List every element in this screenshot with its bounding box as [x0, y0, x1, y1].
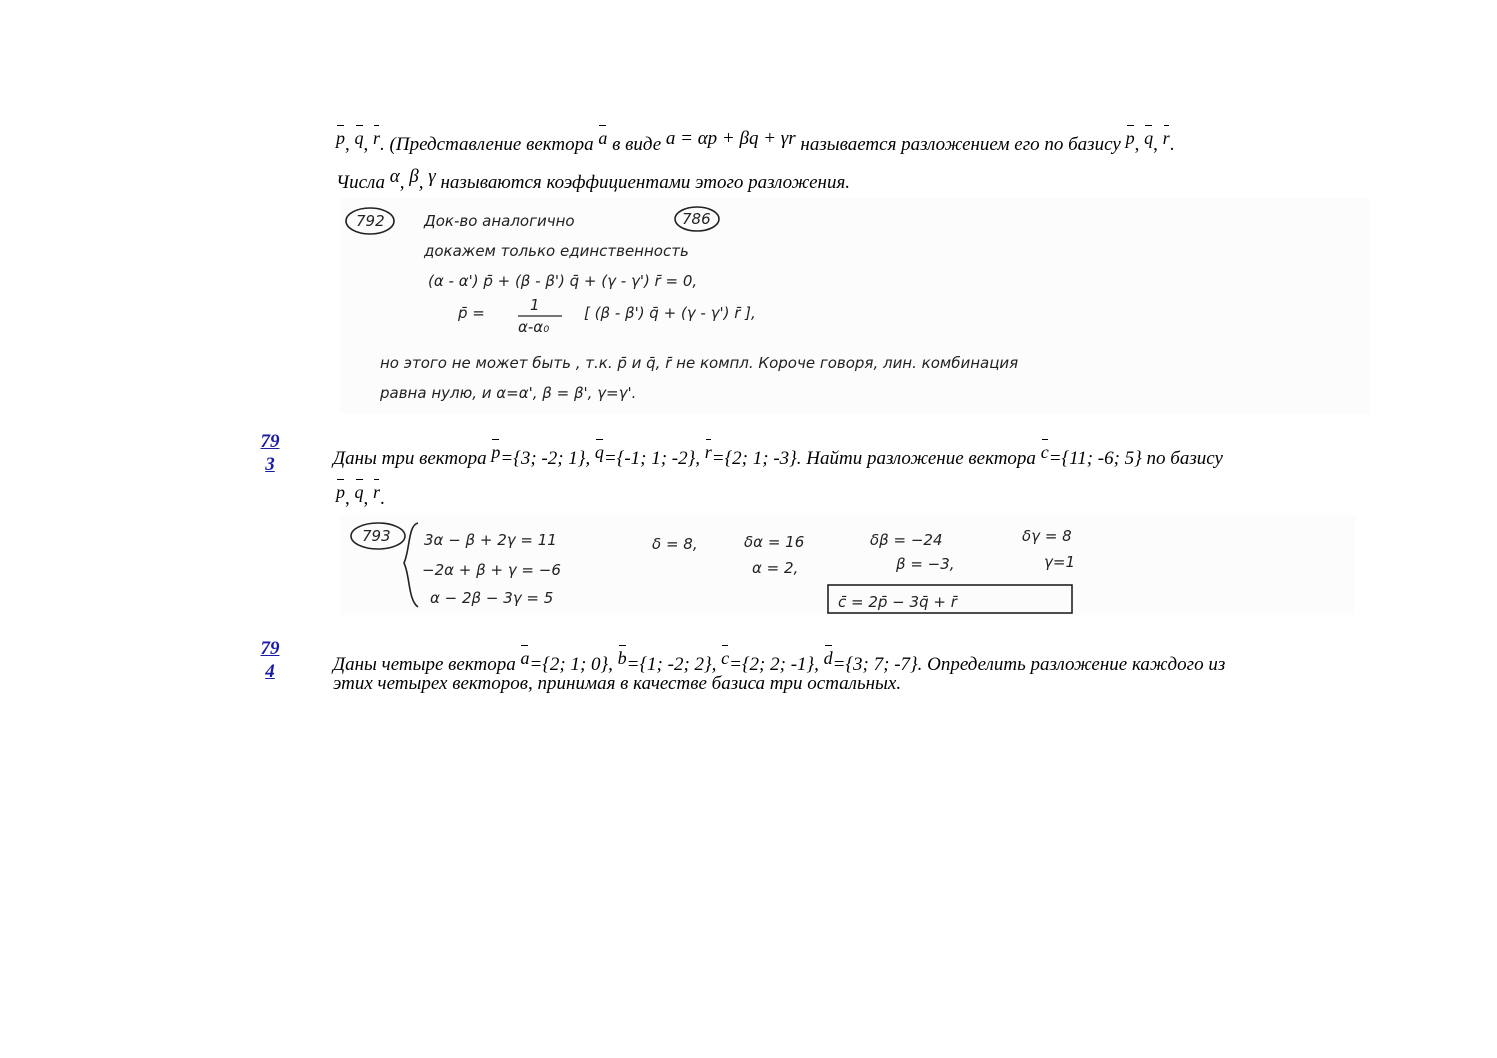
problem-794-line-2: этих четырех векторов, принимая в качестве базиса три остальных. [333, 673, 902, 694]
intro-numbers: Числа [336, 172, 386, 193]
hw-line-3: (α - α') p̄ + (β - β') q̄ + (γ - γ') r̄ = 0, [428, 272, 698, 290]
hw-eq-3: α − 2β − 3γ = 5 [430, 589, 554, 607]
problem-794-number-bottom: 4 [265, 661, 275, 682]
intro-called: называется разложением его по базису [800, 134, 1121, 155]
expansion-formula: a = αp + βq + γr [665, 128, 796, 149]
problem-793-line-2: p, q, r. [336, 482, 385, 509]
intro-in-form: в виде [612, 134, 662, 155]
intro-text: . (Представление вектора [380, 134, 594, 155]
intro-line-1: p, q, r. (Представление вектора a в виде a = αp + βq + γr называется разложением его по базису p, q, r. [336, 128, 1175, 155]
vector-q: q [594, 442, 604, 462]
vector-c: c [1040, 442, 1049, 462]
hw-s1: δ = 8, [652, 535, 698, 553]
vector-d: d [823, 648, 833, 668]
label-793: 793 [362, 527, 391, 545]
vector-b: b [617, 648, 627, 668]
problem-794-line-1: Даны четыре вектора a={2; 1; 0}, b={1; -2; 2}, c={2; 2; -1}, d={3; 7; -7}. Определить разложение каждого из [333, 648, 1226, 675]
beta-symbol: β [409, 166, 419, 187]
hw-frac-den: α-α₀ [518, 318, 550, 336]
vector-c: c [721, 648, 730, 668]
vector-r: r [373, 128, 381, 148]
vector-p: p [491, 442, 501, 462]
hw-frac-num: 1 [530, 296, 540, 314]
vector-q-basis: q [1144, 128, 1154, 148]
hw-line-4b: [ (β - β') q̄ + (γ - γ') r̄ ], [584, 304, 756, 322]
problem-793-line-1: Даны три вектора p={3; -2; 1}, q={-1; 1; -2}, r={2; 1; -3}. Найти разложение вектора c={11; -6; 5} по базису [333, 442, 1223, 469]
gamma-symbol: γ [428, 166, 436, 187]
vector-q: q [354, 128, 364, 148]
label-792: 792 [356, 212, 385, 230]
hw-s3: α = 2, [752, 559, 799, 577]
problem-793-number-bottom: 3 [265, 454, 275, 475]
vector-r: r [704, 442, 712, 462]
hw-s4: δβ = −24 [870, 531, 943, 549]
hw-result: c̄ = 2p̄ − 3q̄ + r̄ [838, 593, 957, 611]
hw-line-2: докажем только единственность [424, 242, 689, 260]
intro-coefficients: называются коэффициентами этого разложения. [440, 172, 851, 193]
problem-794-link[interactable] [253, 637, 287, 683]
hw-s7: γ=1 [1044, 553, 1075, 571]
vector-a: a [598, 128, 608, 148]
problem-793-link[interactable] [253, 430, 287, 476]
vector-p: p [336, 482, 345, 502]
hw-line-6: равна нулю, и α=α', β = β', γ=γ'. [380, 384, 637, 402]
problem-794-number-top: 79 [260, 638, 280, 659]
hw-s5: β = −3, [896, 555, 955, 573]
vector-p-basis: p [1125, 128, 1135, 148]
vector-r: r [373, 482, 381, 502]
hw-s6: δγ = 8 [1022, 527, 1072, 545]
hw-line-4a: p̄ = [458, 304, 485, 322]
vector-q: q [354, 482, 364, 502]
hw-eq-1: 3α − β + 2γ = 11 [424, 531, 557, 549]
ref-786: 786 [682, 210, 711, 228]
vector-a: a [520, 648, 530, 668]
hw-line-1: Док-во аналогично [424, 212, 575, 230]
intro-line-2: Числа α, β, γ называются коэффициентами этого разложения. [336, 166, 851, 193]
handwritten-solution-792 [340, 198, 1370, 414]
alpha-symbol: α [389, 166, 400, 187]
vector-r-basis: r [1162, 128, 1170, 148]
hw-line-5: но этого не может быть , т.к. p̄ и q̄, r̄ не компл. Короче говоря, лин. комбинация [380, 354, 1019, 372]
vector-p: p [336, 128, 345, 148]
hw-eq-2: −2α + β + γ = −6 [422, 561, 561, 579]
problem-793-number-top: 79 [260, 431, 280, 452]
hw-s2: δα = 16 [744, 533, 805, 551]
handwritten-solution-793 [340, 515, 1355, 615]
